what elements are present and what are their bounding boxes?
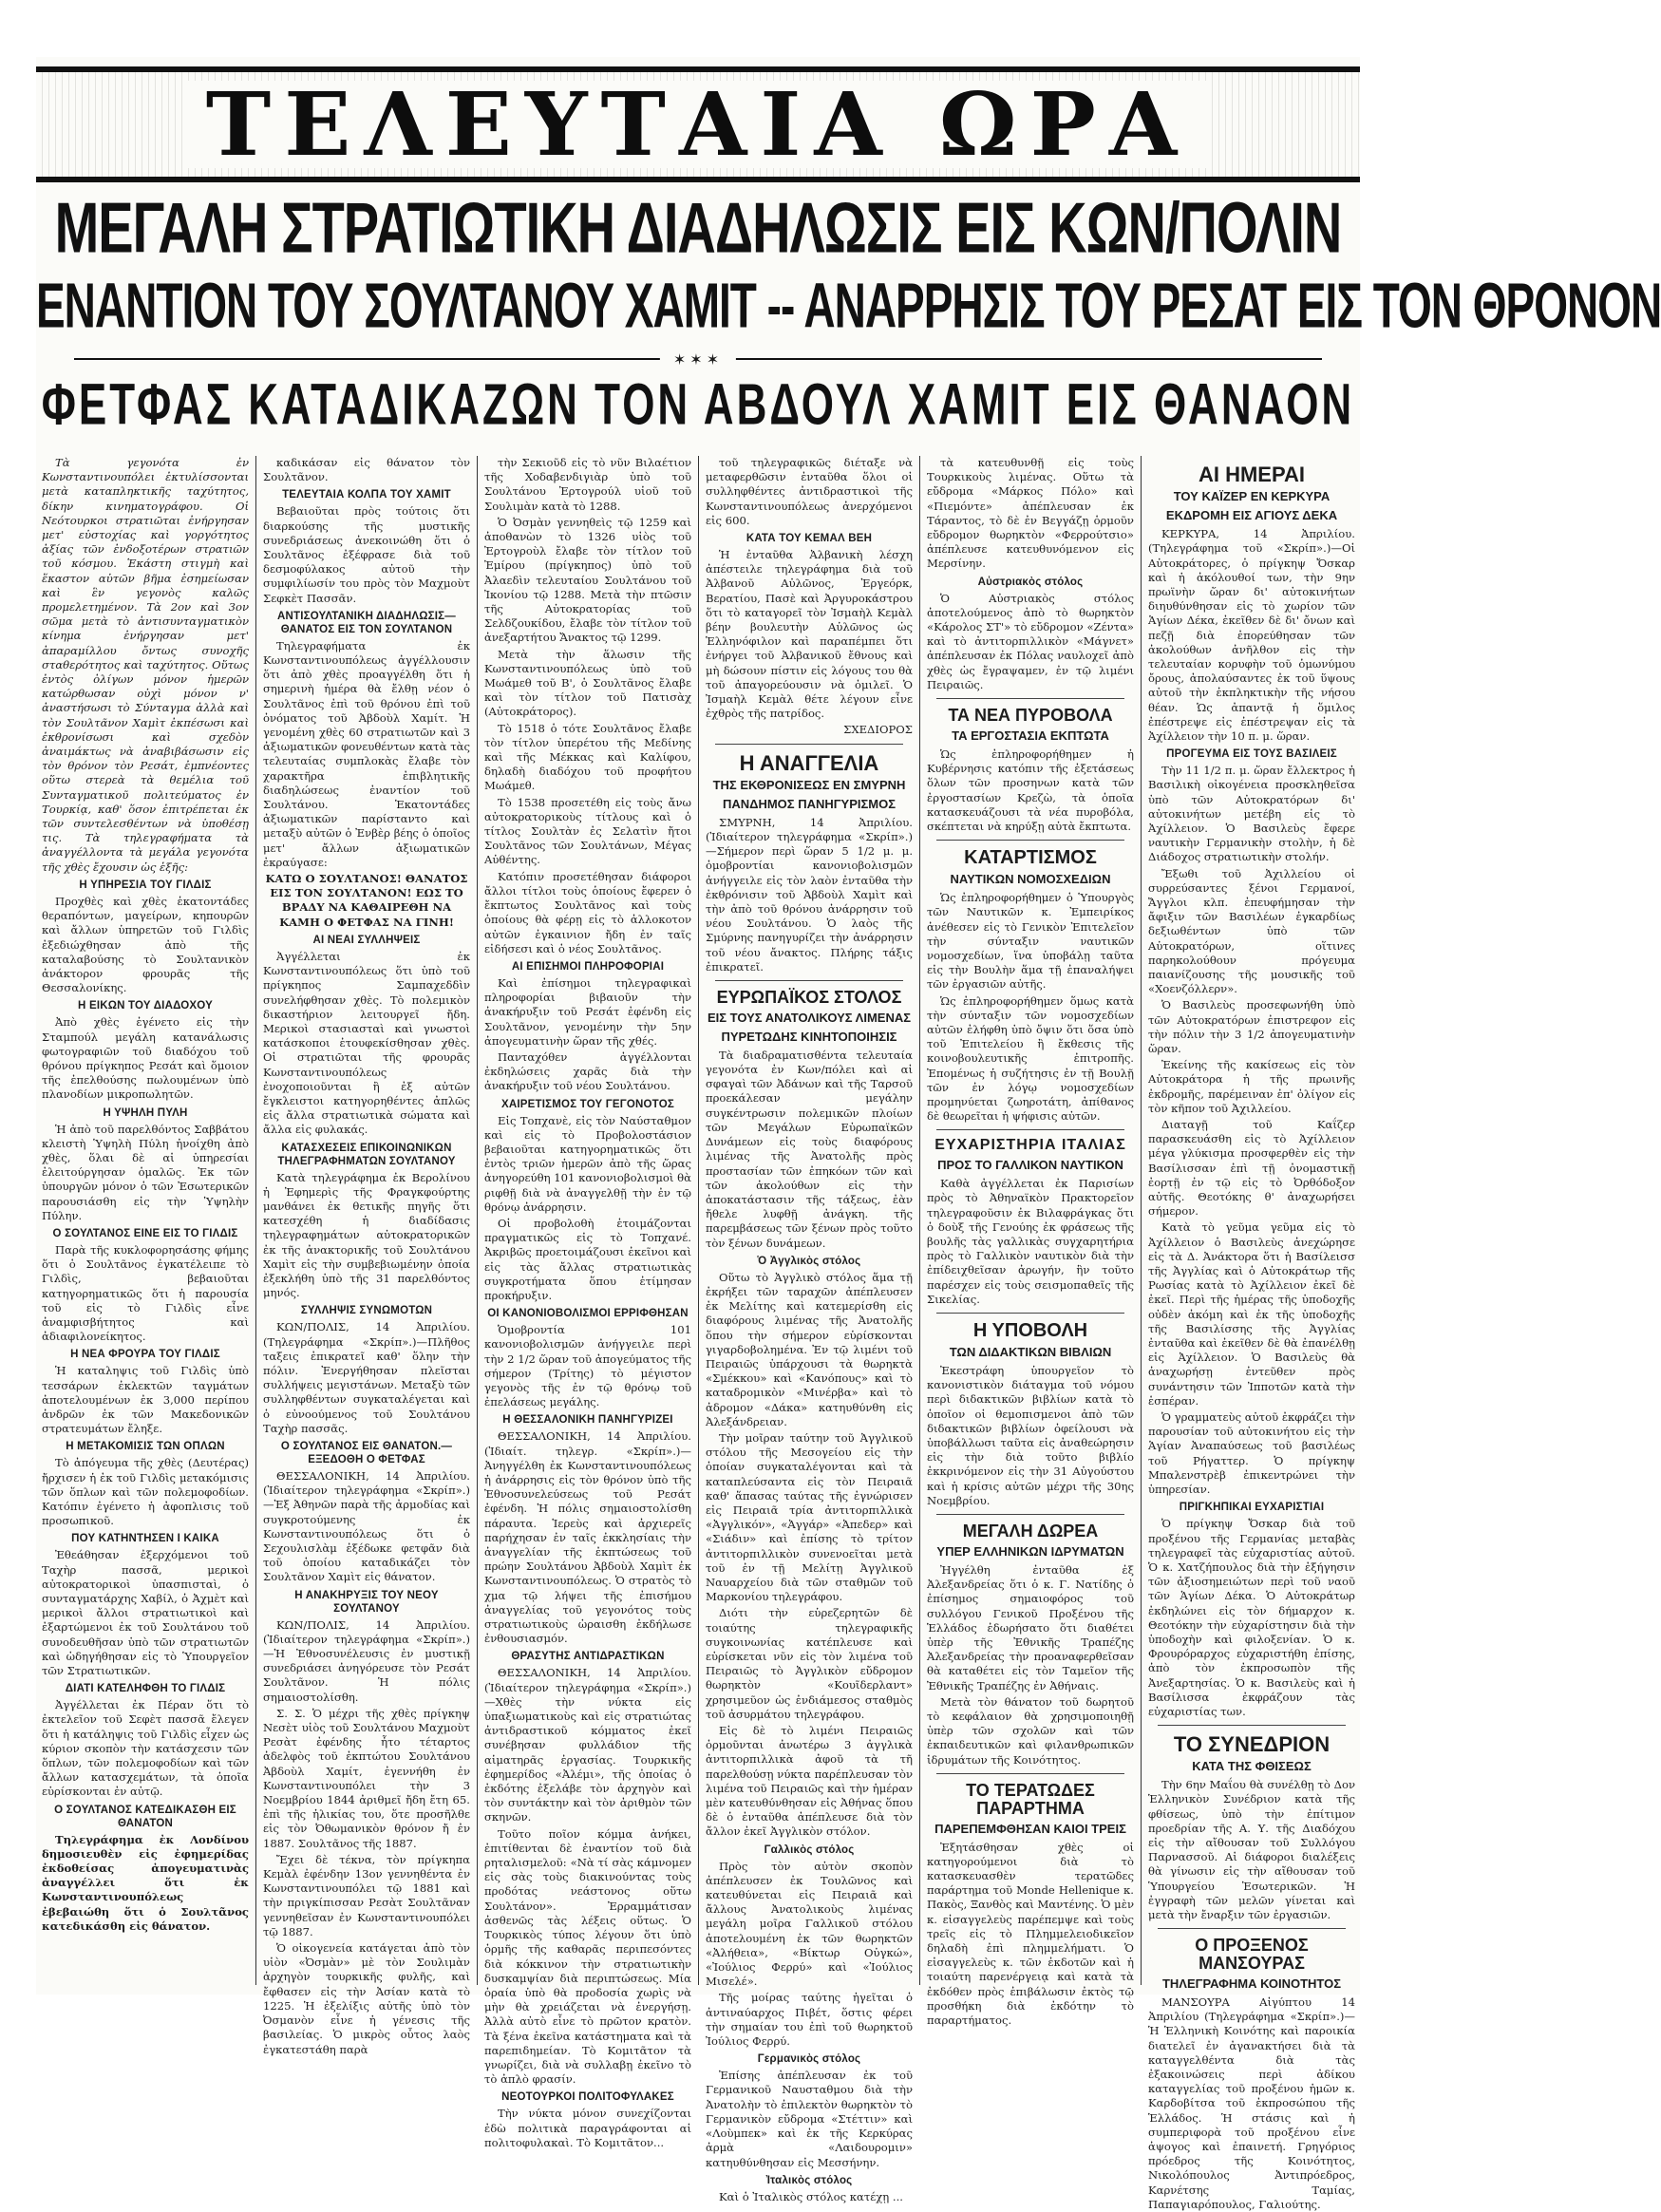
subheading: Ο ΣΟΥΛΤΑΝΟΣ ΕΙΝΕ ΕΙΣ ΤΟ ΓΙΛΔΙΣ <box>52 1227 238 1239</box>
article-paragraph: Οὕτω τὸ Ἀγγλικὸ στόλος ἅμα τῇ ἐκρήξει τῶν ταραχῶν ἀπέπλευσεν ἐκ Μελίτης καὶ κατεμερίσθη εἰς διαφόρους λιμένας τῆς Ἀνατολῆς ὅπου τὴν σήμερον εὑρίσκονται γιγαρδοβολημένα. Ἐν τῷ λιμένι τοῦ Πειραιῶς ὑπάρχουσι τὰ θωρηκτὰ «Σμέκκου» καὶ «Κανόπους» καὶ τὸ καταδρομικὸν «Μινέρβα» καὶ τὸ ἀδρομον «Δάκα» κατηυθύνθη εἰς Ἀλεξάνδρειαν. <box>706 1270 913 1428</box>
section-divider <box>715 980 903 981</box>
subheading: ΠΡΙΓΚΗΠΙΚΑΙ ΕΥΧΑΡΙΣΤΙΑΙ <box>1179 1502 1325 1514</box>
headline-3: ΦΕΤΦΑΣ ΚΑΤΑΔΙΚΑΖΩΝ ΤΟΝ ΑΒΔΟΥΛ ΧΑΜΙΤ ΕΙΣ ΘΑΝΑΟΝ <box>41 371 1355 438</box>
article-paragraph: καδικάσαν εἰς θάνατον τὸν Σουλτᾶνον. <box>263 456 470 484</box>
article-paragraph: Τὴν 6ην Μαΐου θὰ συνέλθῃ τὸ Δον Ἑλληνικὸν Συνέδριον κατὰ τῆς φθίσεως, ὑπὸ τὴν ἐπίτιμον προεδρίαν τῆς Α. Υ. τῆς Διαδόχου εἰς τὴν αἴθουσαν τοῦ Συλλόγου Παρνασσοῦ. Αἱ διάφοροι διαλέξεις θὰ γίνωσιν εἰς τὴν αἴθουσαν τοῦ Ὑπουργείου Ἐσωτερικῶν. Ἡ ἐγγραφὴ τῶν μελῶν γίνεται καὶ μετὰ τὴν ἔναρξιν τῶν ἐργασιῶν. <box>1148 1778 1355 1922</box>
article-paragraph: Ὁ πρίγκηψ Ὄσκαρ διὰ τοῦ προξένου τῆς Γερμανίας μεταβὰς τηλεγραφεῖ τὰς εὐχαριστίας αὐτοῦ. Ὁ κ. Χατζήπουλος διὰ τὴν ἐξήγησιν τῶν ἀξιοσημειώτων περὶ τοῦ ναοῦ τῶν Ἁγίων Δέκα. Ὁ Αὐτοκράτωρ ἐκδηλώνει εἰς τὸν δήμαρχον κ. Θεοτόκην τὴν εὐχαρίστησιν διὰ τὴν ὑποδοχὴν καὶ φιλοξενίαν. Ὁ κ. Φρουρόραρχος εὐχαριστήθη ἐπίσης, ἀπὸ τὸν ἐκπροσωπὸν τῆς Ἀνεξαρτησίας. Ὁ κ. Βασιλεὺς καὶ ἡ Βασίλισσα ἐκφράζουν τὰς εὐχαριστίας των. <box>1148 1517 1355 1718</box>
section-subheadline: ΠΑΡΕΠΕΜΦΘΗΣΑΝ ΚΑΙΟΙ ΤΡΕΙΣ <box>934 1821 1126 1836</box>
article-paragraph: Ὁ Βασιλεὺς προσεφωνήθη ὑπὸ τῶν Αὐτοκρατόρων ἐπιστρεφον εἰς τὴν πόλιν τὴν 3 1/2 ἀπογευματινὴν ὥραν. <box>1148 998 1355 1055</box>
rule-ornament-icon: ✶✶✶ <box>660 350 736 369</box>
subheading: ΘΡΑΣΥΤΗΣ ΑΝΤΙΔΡΑΣΤΙΚΩΝ <box>511 1651 665 1663</box>
section-subheadline: ΝΑΥΤΙΚΩΝ ΝΟΜΟΣΧΕΔΙΩΝ <box>950 872 1111 887</box>
section-headline: ΑΙ ΗΜΕΡΑΙ <box>1198 463 1306 486</box>
masthead-banner <box>36 66 1360 182</box>
subheading: Η ΜΕΤΑΚΟΜΙΣΙΣ ΤΩΝ ΟΠΛΩΝ <box>66 1441 225 1453</box>
column-rule <box>919 456 920 1985</box>
subheading: Ο ΣΟΥΛΤΑΝΟΣ ΕΙΣ ΘΑΝΑΤΟΝ.—ΕΞΕΔΟΘΗ Ο ΦΕΤΦΑΣ <box>280 1440 453 1465</box>
subheading: ΤΕΛΕΥΤΑΙΑ ΚΟΛΠΑ ΤΟΥ ΧΑΜΙΤ <box>282 489 451 501</box>
subheading: ΚΑΤΑΣΧΕΣΕΙΣ ΕΠΙΚΟΙΝΩΝΙΚΩΝ ΤΗΛΕΓΡΑΦΗΜΑΤΩΝ ΣΟΥΛΤΑΝΟΥ <box>277 1142 456 1167</box>
subheading: Η ΝΕΑ ΦΡΟΥΡΑ ΤΟΥ ΓΙΛΔΙΣ <box>70 1349 220 1361</box>
section-subheadline: ΠΥΡΕΤΩΔΗΣ ΚΙΝΗΤΟΠΟΙΗΣΙΣ <box>721 1029 897 1044</box>
column-rule <box>255 456 256 1985</box>
subheading: ΠΟΥ ΚΑΤΗΝΤΗΣΕΝ Ι ΚΑΙΚΑ <box>71 1533 219 1545</box>
article-paragraph: Ὁ οἰκογενεία κατάγεται ἀπὸ τὸν υἱὸν «Ὀσμὰν» μὲ τὸν Σουλιμὰν ἀρχηγὸν τουρκικῆς φυλῆς, καὶ ἔφθασεν εἰς τὴν Ἀσίαν κατὰ τὸ 1225. Ἡ ἐξελίξις αὐτῆς ὑπὸ τὸν Ὀσμανὸν εἶνε ἡ γένεσις τῆς βασιλείας. Ὁ μικρὸς οὗτος λαὸς ἐγκατεστάθη παρὰ <box>263 1941 470 2056</box>
article-paragraph: Ἡ ἀπὸ τοῦ παρελθόντος Σαββάτου κλειστὴ Ὑψηλὴ Πύλη ἠνοίχθη ἀπὸ χθὲς, ὅλαι δὲ αἱ ὑπηρεσίαι ἐλειτούργησαν ὁμαλῶς. Ἐκ τῶν ὑπουργῶν μόνον ὁ τῶν Ἐσωτερικῶν παρουσιάσθη εἰς τὴν Ὑψηλὴν Πύλην. <box>42 1122 249 1222</box>
article-paragraph: ΘΕΣΣΑΛΟΝΙΚΗ, 14 Ἀπριλίου. (Ἰδιαίτ. τηλεγρ. «Σκρίπ».)—Ἀνηγγέλθη ἐκ Κωνσταντινουπόλεως ἡ ἀνάρρησις εἰς τὸν θρόνον ὑπὸ τῆς Ἐθνοσυνελεύσεως τοῦ Ρεσάτ ἐφένδη. Ἡ πόλις σημαιοστολίσθη πάραυτα. Ἱερεὺς καὶ ἀρχιερεῖς παρήχησαν ἐν ταῖς ἐκκλησίαις τὴν ἀναγγελίαν τῆς ἐκπτώσεως τοῦ πρώην Σουλτάνου Ἀβδοὺλ Χαμὶτ ἐκ Κωνσταντινουπόλεως. Ὁ στρατὸς τὸ χμα τῷ λήψει τῆς ἐπισήμου ἀναγγελίας τοῦ γεγονότος τοὺς στρατιωτικοὺς ὡραισθη ἐκδήλωσε ἐνθουσιασμόν. <box>484 1429 691 1646</box>
article-paragraph: Κατὰ τηλεγράφημα ἐκ Βερολίνου ἡ Ἐφημερὶς τῆς Φραγκφούρτης μανθάνει ἐκ θετικῆς πηγῆς ὅτι κατεσχέθη ἡ διαδίδασις τηλεγραφημάτων αὐτοκρατορικῶν ἐκ τῆς ἀνακτορικῆς τοῦ Σουλτάνου Χαμὶτ εἰς τὴν συμβεβιωμένην ὁποία ἐξεκλήθη ὑπὸ τῆς 31 παρελθόντος μηνός. <box>263 1170 470 1300</box>
section-divider <box>936 698 1124 699</box>
article-paragraph: τὰ κατευθυνθῇ εἰς τοὺς Τουρκικοὺς λιμένας. Οὕτω τὰ εὔδρομα «Μάρκος Πόλο» καὶ «Πιεμόντε» ἀπέπλευσαν ἐκ Τάραντος, τὸ δὲ ἐν Βεγγάζῃ ὁρμοῦν εὔδρομον θωρηκτὸν «Φερρούτσιο» ἀπέπλευσε κατευθυνόμενον εἰς Μερσίνην. <box>927 456 1134 571</box>
article-paragraph: Ἀγγέλλεται ἐκ Πέραν ὅτι τὸ ἐκτελεῖον τοῦ Σεφὲτ πασσᾶ ἔλεγεν ὅτι ἡ κατάληψις τοῦ Γιλδὶς εἶχεν ὡς κύριον σκοπὸν τὴν κατάσχεσιν τῶν ὅπλων, τῶν πολεμοφοδίων καὶ τῶν ἄλλων κατασχεμάτων, τὰ ὁποῖα εὑρίσκονται ἐν αὐτῷ. <box>42 1698 249 1799</box>
ornamental-rule <box>74 350 1322 369</box>
article-paragraph: Ἔξωθι τοῦ Ἀχιλλείου οἱ συρρεύσαντες ξένοι Γερμανοί, Ἄγγλοι κλπ. ἐπευφήμησαν τὴν ἄφιξιν τῶν Βασιλέων ἐγκαρδίως δεξιωθέντων ὑπὸ τῶν Αὐτοκρατόρων, οἵτινες παρηκολούθουν πρόγευμα παιανίζουσης τῆς μουσικῆς τοῦ «Χοενζόλλερν». <box>1148 866 1355 996</box>
article-paragraph: Μετὰ τὸν θάνατον τοῦ δωρητοῦ τὸ κεφάλαιον θὰ χρησιμοποιηθῇ ὑπὲρ τῶν σχολῶν καὶ τῶν ἐκπαιδευτικῶν καὶ φιλανθρωπικῶν ἱδρυμάτων τῆς Κοινότητος. <box>927 1694 1134 1767</box>
section-headline: ΜΕΓΑΛΗ ΔΩΡΕΑ <box>962 1522 1099 1541</box>
section-subheadline: ΤΑ ΕΡΓΟΣΤΑΣΙΑ ΕΚΠΤΩΤΑ <box>952 728 1109 743</box>
subheading: ΑΙ ΝΕΑΙ ΣΥΛΛΗΨΕΙΣ <box>312 934 421 946</box>
article-paragraph: ΚΕΡΚΥΡΑ, 14 Ἀπριλίου. (Τηλεγράφημα τοῦ «Σκρίπ».)—Οἱ Αὐτοκράτορες, ὁ πρίγκηψ Ὄσκαρ καὶ ἡ ἀκόλουθοί των, τὴν 9ην πρωϊνὴν ὥραν δι' αὐτοκινήτων διηυθύνθησαν εἰς τὸ χωρίον τῶν Ἁγίων Δέκα, ἐκεῖθεν δὲ δι' ὄνων καὶ πεζῇ διὰ ἐπορεύθησαν τῶν ἀκολούθων ἀνῆλθον εἰς τὴν τελευταίαν κορυφὴν τοῦ ὁμωνύμου ὄρους, ἀπολαύσαντες ἐκ τοῦ ὕψους αὐτοῦ τὴν ἐκπληκτικὴν τῆς νήσου θέαν. Ὡς ἀπαντᾷ ἡ ὅμιλος ἐπέστρεψε εἰς ἐπέστρεψαν εἰς τὰ Ἀχίλλειον τὴν 10 π. μ. ὥραν. <box>1148 527 1355 743</box>
subheading: Γαλλικὸς στόλος <box>764 1843 855 1856</box>
article-paragraph: Μετὰ τὴν ἅλωσιν τῆς Κωνσταντινουπόλεως ὑπὸ τοῦ Μωάμεθ τοῦ Β', ὁ Σουλτᾶνος ἔλαβε καὶ τὸν τίτλον τοῦ Πατισὰχ (Αὐτοκράτορος). <box>484 647 691 719</box>
article-paragraph: ΜΑΝΣΟΥΡΑ Αἰγύπτου 14 Ἀπριλίου (Τηλεγράφημα «Σκρίπ».)—Ἡ Ἑλληνικὴ Κοινότης καὶ παροικία διατελεῖ ἐν ἀγανακτήσει διὰ τὰ καταγγελθέντα διὰ τὰς ἐξακοινώσεις περὶ ἀδίκου καταγγελίας τοῦ προξένου ἡμῶν κ. Καρδοβίτσα τοῦ ἐκπροσώπου τῆς Ἑλλάδος. Ἡ στάσις καὶ ἡ συμπεριφορὰ τοῦ προξένου εἶνε ἀψογος καὶ ἐπαινετή. Γρηγόριος πρόεδρος τῆς Κοινότητος, Νικολόπουλος Ἀντιπρόεδρος, Καρνέτσης Ταμίας, Παπαγιαρόπουλος, Γαλιούτης. <box>1148 1995 1355 2211</box>
newspaper-page <box>36 57 1661 2211</box>
section-headline: Ο ΠΡΟΞΕΝΟΣ ΜΑΝΣΟΥΡΑΣ <box>1195 1936 1309 1974</box>
subheading: Ὁ Ἀγγλικὸς στόλος <box>757 1255 861 1267</box>
article-paragraph: Βεβαιοῦται πρὸς τούτοις ὅτι διαρκούσης τῆς μυστικῆς συνεδριάσεως ἀνεκοινώθη ὅτι ὁ Σουλτᾶνος ἐξέφρασε διὰ τοῦ δεσμοφύλακος αὐτοῦ τὴν συμφιλίωσίν του πρὸς τὸν Μαχμοὺτ Σεφκὲτ Πασσᾶν. <box>263 504 470 605</box>
subheading: ΔΙΑΤΙ ΚΑΤΕΛΗΦΘΗ ΤΟ ΓΙΛΔΙΣ <box>65 1683 226 1695</box>
section-divider <box>1158 1725 1346 1726</box>
subheading: Ἰταλικὸς στόλος <box>765 2174 853 2186</box>
article-paragraph: Εἰς Τοπχανὲ, εἰς τὸν Ναύσταθμον καὶ εἰς τὸ Προβολοστάσιον βεβαιοῦται κατηγορηματικῶς ὅτι ἐντὸς τριῶν ἡμερῶν ἀπὸ τῆς ὥρας ἀνηγορεύθη 101 κανονιοβολισμοὶ θὰ ριφθῇ διὰ νὰ ἀναγγελθῇ τὴν ἐν τῷ θρόνῳ ἀνάρρησιν. <box>484 1113 691 1214</box>
section-subheadline: ΤΗΣ ΕΚΘΡΟΝΙΣΕΩΣ ΕΝ ΣΜΥΡΝΗ <box>712 777 906 792</box>
article-paragraph: Ὁ Αὐστριακὸς στόλος ἀποτελούμενος ἀπὸ τὸ θωρηκτὸν «Κάρολος ΣΤ'» τὸ εὔδρομον «Ζέντα» καὶ τὸ ἀντιτορπιλλικὸν «Μάγνετ» ἀπέπλευσαν ἐκ Πόλας ναυλοχεῖ ἀπὸ χθὲς ὡς ἔγραψαμεν, ἐν τῷ λιμένι Πειραιῶς. <box>927 591 1134 691</box>
subheading: Η ΑΝΑΚΗΡΥΞΙΣ ΤΟΥ ΝΕΟΥ ΣΟΥΛΤΑΝΟΥ <box>294 1589 439 1615</box>
section-subheadline: ΤΟΥ ΚΑΪΖΕΡ ΕΝ ΚΕΡΚΥΡΑ <box>1173 489 1331 504</box>
article-paragraph: Οἱ προβολοθὴ ἑτοιμάζονται πραγματικῶς εἰς τὸ Τοπχανέ. Ἀκριβῶς προετοιμάζουσι ἐκεῖνοι καὶ εἰς τὰς ἄλλας στρατιωτικὰς συγκροτήματα ὅπου ἐτίμησαν προκήρυξιν. <box>484 1216 691 1302</box>
article-paragraph: Τὸ 1518 ὁ τότε Σουλτᾶνος ἔλαβε τὸν τίτλον ὑπερέτου τῆς Μεδίνης καὶ τῆς Μέκκας καὶ Καλίφου, δηλαδὴ διαδόχου τοῦ προφήτου Μωάμεθ. <box>484 721 691 793</box>
subheading: Ο ΣΟΥΛΤΑΝΟΣ ΚΑΤΕΔΙΚΑΣΘΗ ΕΙΣ ΘΑΝΑΤΟΝ <box>54 1804 236 1829</box>
article-paragraph: Τὴν μοῖραν ταύτην τοῦ Ἀγγλικοῦ στόλου τῆς Μεσογείου εἰς τὴν ὁποίαν συγκαταλέγονται καὶ τὰ καταπλεύσαντα εἰς τὸν Πειραιᾶ καθ' ἅπασας ταύτας τῆς ἐγνώρισεν εἰς Πειραιᾶ τρία ἀντιτορπιλλικὰ «Ἀγγλικόν», «Ἀγγάρ» «Ἀπεδερ» καὶ «Σιάδιν» καὶ ἐπίσης τὸ τρίτον ἀντιτορπιλλικὸν συνενοεῖται μετὰ τοῦ ἐν τῇ Μελίτῃ Ἀγγλικοῦ Ναυαρχείου διὰ τῶν σταθμῶν τοῦ Μαρκονίου τηλεγράφου. <box>706 1430 913 1604</box>
section-subheadline: ΚΑΤΑ ΤΗΣ ΦΘΙΣΕΩΣ <box>1192 1759 1312 1774</box>
article-paragraph: Πρὸς τὸν αὐτὸν σκοπὸν ἀπέπλευσεν ἐκ Τουλῶνος καὶ κατευθύνεται εἰς Πειραιᾶ καὶ ἄλλους Ἀνατολικοὺς λιμένας μεγάλη μοῖρα Γαλλικοῦ στόλου ἀποτελουμένη ἐκ τῶν θωρηκτῶν «Ἀλήθεια», «Βίκτωρ Οὐγκώ», «Ἰούλιος Φερρύ» καὶ «Ἰούλιος Μισελέ». <box>706 1859 913 1989</box>
article-paragraph: τὴν Σεκιοῦδ εἰς τὸ νῦν Βιλαέτιον τῆς Χοδαβενδιγιὰρ ὑπὸ τοῦ Σουλτάνου Ἐρτογρούλ υἱοῦ τοῦ Σουλιμὰν κατὰ τὸ 1288. <box>484 456 691 513</box>
subheading: ΣΥΛΛΗΨΙΣ ΣΥΝΩΜΟΤΩΝ <box>300 1305 433 1317</box>
article-paragraph: Πανταχόθεν ἀγγέλλονται ἐκδηλώσεις χαρᾶς διὰ τὴν ἀνακήρυξιν τοῦ νέου Σουλτάνου. <box>484 1049 691 1093</box>
article-paragraph: ΘΕΣΣΑΛΟΝΙΚΗ, 14 Ἀπριλίου. (Ἰδιαίτερον τηλεγράφημα «Σκρίπ».)—Χθὲς τὴν νύκτα εἰς ὑπαξιωματικοὺς καὶ εἰς στρατιώτας ἀντιδραστικοῦ κόμματος ἐκεῖ συνέβησαν φυλλάδιον τῆς αἱματηρᾶς ἐργασίας. Τουρκικῆς ἐφημερίδος «Ἀλέμι», τῆς ὁποίας ὁ ἐκδότης ἐξελάβε τὸν ἀρχηγὸν καὶ τὸν συντάκτην καὶ τὸν ἀριθμὸν τῶν σκηνῶν. <box>484 1666 691 1824</box>
article-paragraph: Σ. Σ. Ὁ μέχρι τῆς χθὲς πρίγκηψ Νεσὲτ υἱὸς τοῦ Σουλτάνου Μαχμοὺτ Ρεσὰτ ἐφένδης ἦτο τέταρτος ἀδελφὸς τοῦ ἐκπτώτου Σουλτάνου Ἀβδοὺλ Χαμίτ, ἐγεννήθη ἐν Κωνσταντινουπόλει τὴν 3 Νοεμβρίου 1844 ἀριθμεῖ ἤδη ἔτη 65. ἐπὶ τῆς ἡλικίας του, ὅτε προσῆλθε εἰς τὸν Ὀθωμανικὸν θρόνον ἤ ἐν 1887. Σουλτᾶνος τῆς 1887. <box>263 1706 470 1850</box>
article-paragraph: Ἐπίσης ἀπέπλευσαν ἐκ τοῦ Γερμανικοῦ Ναυσταθμου διὰ τὴν Ἀνατολὴν τὸ ἐπιλεκτὸν θωρηκτὸν τὸ Γερμανικὸν εὔδρομα «Στέττιν» καὶ «Λοὺμπεκ» καὶ ἐκ τῆς Κερκύρας ἀρμὰ «Λαιδουρομιν» κατηυθύνθησαν εἰς Μεσσήνην. <box>706 2069 913 2169</box>
headline-2: ΕΝΑΝΤΙΟΝ ΤΟΥ ΣΟΥΛΤΑΝΟΥ ΧΑΜΙΤ -- ΑΝΑΡΡΗΣΙΣ ΤΟΥ ΡΕΣΑΤ ΕΙΣ ΤΟΝ ΘΡΟΝΟΝ <box>36 269 1661 342</box>
article-paragraph: Ἔχει δὲ τέκνα, τὸν πρίγκηπα Κεμὰλ ἐφένδην 13ον γεννηθέντα ἐν Κωνσταντινουπόλει τῷ 1881 καὶ τὴν πριγκίπισσαν Ρεσὰτ Σουλτᾶναν γεννηθεῖσαν ἐν Κωνσταντινουπόλει τῷ 1887. <box>263 1852 470 1938</box>
article-paragraph: ΚΑΤΩ Ο ΣΟΥΛΤΑΝΟΣ! ΘΑΝΑΤΟΣ ΕΙΣ ΤΟΝ ΣΟΥΛΤΑΝΟΝ! ΕΩΣ ΤΟ ΒΡΑΔΥ ΝΑ ΚΑΘΑΙΡΕΘΗ ΝΑ ΚΑΜΗ Ο ΦΕΤΦΑΣ ΝΑ ΓΙΝΗ! <box>265 872 468 929</box>
article-paragraph: Ἐκεστράφη ὑπουργεῖον τὸ κανονιστικὸν διάταγμα τοῦ νόμου περὶ διδακτικῶν βιβλίων κατὰ τὸ ὁποῖον οἱ θεμοπισμενοι ἀπὸ τῶν διδακτικῶν βιβλίων ὀφείλουσι νὰ ὑποβάλλωσι ταῦτα εἰς ἀναθεώρησιν εἰς τὴν διὰ τοῦτο βιβλίο ἐκκρινόμενον εἰς τὴν 31 Αὐγούστου καὶ ἡ κρίσις αὐτῶν μέχρι τῆς 30ης Νοεμβρίου. <box>927 1364 1134 1507</box>
article-paragraph: Ὁμοβροντία 101 κανονιοβολισμῶν ἀνήγγειλε περὶ τὴν 2 1/2 ὥραν τοῦ ἀπογεύματος τῆς σήμερον (Τρίτης) τὸ μέγιστον γεγονὸς τῆς ἐν τῷ θρόνῳ τοῦ ἐπελάσεως μεγάλης. <box>484 1323 691 1409</box>
section-headline: ΕΥΧΑΡΙΣΤΗΡΙΑ ΙΤΑΛΙΑΣ <box>934 1137 1126 1154</box>
article-paragraph: Καὶ ἐπίσημοι τηλεγραφικαὶ πληροφορίαι βιβαιοῦν τὴν ἀνακήρυξιν τοῦ Ρεσάτ ἐφένδη εἰς Σουλτᾶνον, γενομένην τὴν 5ην ἀπογευματινὴν ὥραν τῆς χθές. <box>484 975 691 1048</box>
subheading: ΟΙ ΚΑΝΟΝΙΟΒΟΛΙΣΜΟΙ ΕΡΡΙΦΘΗΣΑΝ <box>487 1308 689 1320</box>
article-paragraph: Παρὰ τῆς κυκλοφορησάσης φήμης ὅτι ὁ Σουλτᾶνος ἐγκατέλειπε τὸ Γιλδὶς, βεβαιοῦται κατηγορηματικῶς ὅτι ἡ παρουσία τοῦ εἰς τὸ Γιλδὶς εἶνε ἀναμφισβήτητος καὶ ἀδιαφιλονείκητος. <box>42 1242 249 1344</box>
section-divider <box>936 1514 1124 1515</box>
subheading: ΑΙ ΕΠΙΣΗΜΟΙ ΠΛΗΡΟΦΟΡΙΑΙ <box>511 960 665 973</box>
section-divider <box>936 840 1124 841</box>
section-subheadline: ΠΑΝΔΗΜΟΣ ΠΑΝΗΓΥΡΙΣΜΟΣ <box>722 796 897 811</box>
article-paragraph: Εἰς δὲ τὸ λιμένι Πειραιῶς ὁρμοῦνται ἀνωτέρω 3 ἀγγλικὰ ἀντιτορπιλλικὰ ἀφοῦ τὰ τῆ παρελθούσῃ νύκτα παρέπλευσαν τὸν λιμένα τοῦ Πειραιῶς καὶ τὴν ἡμέραν μὲν κατευθύνθησαν εἰς Ἀθήνας ὅπου δὲ ὁ ἐνταῦθα ἀπέπλευσε διὰ τὸν ἄλλον ἐκεῖ Ἀγγλικὸν στόλον. <box>706 1724 913 1839</box>
article-paragraph: ΚΩΝ/ΠΟΛΙΣ, 14 Ἀπριλίου. (Τηλεγράφημα «Σκρίπ».)—Πλῆθος ταξεις ἐπικρατεῖ καθ' ὅλην τὴν πόλιν. Ἐνεργήθησαν πλεῖσται συλλήψεις μεγιστάνων. Μεταξὺ τῶν συλληφθέντων συγκαταλέγεται καὶ ὁ εὐνοούμενος τοῦ Σουλτάνου Ταχὴρ πασσᾶς. <box>263 1320 470 1435</box>
article-paragraph: Ἠγγέλθη ἐνταῦθα ἐξ Ἀλεξανδρείας ὅτι ὁ κ. Γ. Νατίδης ὁ ἐπίσημος σημαιοφόρος τοῦ συλλόγου Γενικοῦ Προξένου τῆς Ἑλλάδος ἐδωρήσατο ὅτι διαθέτει ὑπὲρ τῆς Ἐθνικῆς Τραπέζης Ἀλεξανδρείας τὴν προαναφερθεῖσαν θὰ καταθέτει εἰς τὸν Ταμεῖον τῆς Ἐθνικῆς Τραπέζης ἐν Ἀθήναις. <box>927 1562 1134 1692</box>
column-5 <box>927 456 1134 2028</box>
subheading: ΧΑΙΡΕΤΙΣΜΟΣ ΤΟΥ ΓΕΓΟΝΟΤΟΣ <box>501 1098 674 1110</box>
article-paragraph: Τὴν 11 1/2 π. μ. ὥραν ἔλλεκτρος ἡ Βασιλικὴ οἰκογένεια προσκληθεῖσα ὑπὸ τῶν Αὐτοκρατόρων δι' αὐτοκινήτων μετέβη εἰς τὸ Ἀχίλλειον. Ὁ Βασιλεὺς ἔφερε ναυτικὴν Γερμανικὴν στολὴν, ἡ δὲ Διάδοχος στρατιωτικὴν στολήν. <box>1148 764 1355 864</box>
subheading: Αὐστριακὸς στόλος <box>977 576 1084 588</box>
subheading: ΠΡΟΓΕΥΜΑ ΕΙΣ ΤΟΥΣ ΒΑΣΙΛΕΙΣ <box>1166 748 1337 761</box>
section-subheadline: ΤΩΝ ΔΙΔΑΚΤΙΚΩΝ ΒΙΒΛΙΩΝ <box>949 1345 1112 1360</box>
section-headline: ΤΟ ΣΥΝΕΔΡΙΟΝ <box>1173 1732 1331 1757</box>
article-paragraph: Ἐκείνης τῆς κακίσεως εἰς τὸν Αὐτοκράτορα ἡ τῆς πρωινῆς ἐκδρομῆς, παρέμειναν ἐπ' ὀλίγον εἰς τὸν κῆπον τοῦ Ἀχιλλείου. <box>1148 1058 1355 1115</box>
section-headline: Η ΥΠΟΒΟΛΗ <box>972 1320 1088 1342</box>
article-paragraph: Ὁ γραμματεὺς αὐτοῦ ἐκφράζει τὴν παρουσίαν τοῦ αὐτοκινήτου εἰς τὴν Ἁγίαν Ἀναπαύσεως τοῦ βασιλέως τοῦ Ρήγαττερ. Ὁ πρίγκηψ Μπαλενστρὲβ ἐπικεντρώνει τὴν ὑπηρεσίαν. <box>1148 1410 1355 1497</box>
column-2 <box>263 456 470 2056</box>
subheading: ΑΝΤΙΣΟΥΛΤΑΝΙΚΗ ΔΙΑΔΗΛΩΣΙΣ—ΘΑΝΑΤΟΣ ΕΙΣ ΤΟΝ ΣΟΥΛΤΑΝΟΝ <box>277 610 456 635</box>
section-subheadline: ΕΚΔΡΟΜΗ ΕΙΣ ΑΓΙΟΥΣ ΔΕΚΑ <box>1165 508 1338 523</box>
subheading: Η ΥΨΗΛΗ ΠΥΛΗ <box>103 1106 188 1119</box>
article-paragraph: Ἀπὸ χθὲς ἐγένετο εἰς τὴν Σταμπούλ μεγάλη κατανάλωσις φωτογραφιῶν τοῦ διαδόχου τοῦ θρόνου πρίγκηπος Ρεσάτ καὶ ὅμοιον τῆς ἐπελθούσης πωλουμένων ὑπὸ πλανοδίων μικροπωλητῶν. <box>42 1015 249 1102</box>
section-divider <box>715 744 903 745</box>
column-rule <box>698 456 699 1985</box>
section-divider <box>1158 1928 1346 1929</box>
section-headline: ΚΑΤΑΡΤΙΣΜΟΣ <box>964 847 1097 869</box>
article-paragraph: Ὡς ἐπληροφορήθημεν ὁ Ὑπουργὸς τῶν Ναυτικῶν κ. Ἐμπειρίκος ἀνέθεσεν εἰς τὸ Γενικὸν Ἐπιτελεῖον τὴν σύνταξιν ναυτικῶν νομοσχεδίων, ἵνα ὑποβάλῃ ταῦτα εἰς τὴν Βουλὴν ἅμα τῇ ἐπαναλήψει τῶν ἐργασιῶν αὐτῆς. <box>927 891 1134 992</box>
article-paragraph: Διότι τὴν εὑρεζερητῶν δὲ τοιαύτης τηλεγραφικῆς συγκοινωνίας κατέπλευσε καὶ εὑρίσκεται νῦν εἰς τὸν λιμένα τοῦ Πειραιῶς τὸ Ἀγγλικὸν εὔδρομον θωρηκτὸν «Κουῖδερλαντ» χρησιμεῦον ὡς ἐνδιάμεσος σταθμὸς τοῦ ἀσυρμάτου τηλεγράφου. <box>706 1606 913 1721</box>
section-headline: ΤΟ ΤΕΡΑΤΩΔΕΣ ΠΑΡΑΡΤΗΜΑ <box>966 1780 1095 1818</box>
column-1 <box>42 456 249 1985</box>
column-rule <box>477 456 478 1985</box>
section-headline: Η ΑΝΑΓΓΕΛΙΑ <box>739 750 879 775</box>
column-rule <box>1141 456 1142 1985</box>
masthead-title: ΤΕΛΕΥΤΑΙΑ ΩΡΑ <box>185 81 1212 168</box>
article-paragraph: Ἐξητάσθησαν χθὲς οἱ κατηγορούμενοι διὰ τὸ κατασκευασθὲν τερατῶδες παράρτημα τοῦ Monde Hellenique κ. Πακὸς, Ξανθὸς καὶ Μαντένης. Ὁ μὲν κ. εἰσαγγελεὺς παρέπεμψε καὶ τοὺς τρεῖς εἰς τὸ Πλημμελειοδικεῖον δηλαδὴ ἐπὶ πλημμελήματι. Ὁ εἰσαγγελεὺς κ. τῶν ἐκδοτῶν καὶ ἡ τοιαύτη παρενέργειᾳ καὶ κατὰ τὰ ἐκδόθεν πρὸς ἐπιβάλωσιν ἐκτὸς τῷ προσθήκη διὰ ἐκδότην τὸ παραρτήματος. <box>927 1840 1134 2028</box>
article-paragraph: Προχθὲς καὶ χθὲς ἑκατοντάδες θεραπόντων, μαγείρων, κηπουρῶν καὶ ἄλλων ὑπηρετῶν τοῦ Γιλδὶς ἐξεδιώχθησαν ἀπὸ τῆς καταλαβούσης τὸ Σουλτανικὸν ἀνάκτορον φρουρᾶς τῆς Θεσσαλονίκης. <box>42 894 249 995</box>
section-subheadline: ΠΡΟΣ ΤΟ ΓΑΛΛΙΚΟΝ ΝΑΥΤΙΚΟΝ <box>937 1158 1123 1173</box>
column-6 <box>1148 456 1355 2211</box>
section-subheadline: ΤΗΛΕΓΡΑΦΗΜΑ ΚΟΙΝΟΤΗΤΟΣ <box>1161 1976 1342 1992</box>
article-paragraph: Τὸ 1538 προσετέθη εἰς τοὺς ἄνω αὐτοκρατορικοὺς τίτλους καὶ ὁ τίτλος Σουλτὰν ἐς Σελατὶν ἤτοι Σουλτᾶνος τῶν Σουλτάνων, Μέγας Αὐθέντης. <box>484 795 691 867</box>
article-paragraph: Ἐθεάθησαν ἐξερχόμενοι τοῦ Ταχὴρ πασσᾶ, μερικοὶ αὐτοκρατορικοὶ ὑπασπισταὶ, ὁ συνταγματάρχης Χαβίλ, ὁ Ἀχμὲτ καὶ μερικοὶ ἄλλοι στρατιωτικοὶ καὶ ἐξαρτώμενοι ἐκ τοῦ Σουλτάνου τοῦ συνοδευθῆσαν ὑπὸ τῶν στρατιωτῶν καὶ ὡδηγήθησαν εἰς τὸ Ὑπουργεῖον τῶν Στρατιωτικῶν. <box>42 1548 249 1678</box>
article-paragraph: Ὡς ἐπληροφορήθημεν ἡ Κυβέρνησις κατόπιν τῆς ἐξετάσεως ὅλων τῶν προσηνων κατὰ τῶν ἐργοστασίων Κρεζὼ, τὰ ὁποῖα κατασκευάζουσι τὰ νέα πυροβόλα, σκέπτεται νὰ κηρύξῃ αὐτὰ ἔκπτωτα. <box>927 747 1134 833</box>
section-headline: ΕΥΡΩΠΑΪΚΟΣ ΣΤΟΛΟΣ <box>716 987 902 1007</box>
headline-1: ΜΕΓΑΛΗ ΣΤΡΑΤΙΩΤΙΚΗ ΔΙΑΔΗΛΩΣΙΣ ΕΙΣ ΚΩΝ/ΠΟΛΙΝ <box>54 186 1342 268</box>
column-4 <box>706 456 913 2203</box>
article-paragraph: Διαταγῇ τοῦ Καΐζερ παρασκευάσθη εἰς τὸ Ἀχίλλειον μέγα γλύκισμα προσφερθὲν εἰς τὴν Βασίλισσαν ἐπὶ τῇ ὀνομαστικῇ ἐορτῇ ἐν τῷ εἰς τὸ Ὀρθόδοξον αὐτῆς. Θεοτόκης θ' ἀναχωρήσει σήμερον. <box>1148 1118 1355 1219</box>
section-divider <box>936 1773 1124 1774</box>
section-subheadline: ΕΙΣ ΤΟΥΣ ΑΝΑΤΟΛΙΚΟΥΣ ΛΙΜΕΝΑΣ <box>707 1010 912 1025</box>
article-paragraph: Τηλεγραφήματα ἐκ Κωνσταντινουπόλεως ἀγγέλλουσιν ὅτι ἀπὸ χθὲς προαγγέλθη ὅτι ἡ σημερινὴ ἡμέρα θὰ ἔλθῃ νέον ὁ Σουλτᾶνος ἐπὶ τοῦ θρόνου ἐπὶ τοῦ ὀνόματος τοῦ Ἀβδοὺλ Χαμίτ. Ἡ γενομένη χθὲς 60 στρατιωτῶν καὶ 3 ἀξιωματικῶν φονευθέντων κατὰ τὰς τελευταίας συμπλοκὰς ἔλαβε τὸν χαρακτῆρα ἐπιβλητικῆς διαδηλώσεως ἐναντίον τοῦ Σουλτάνου. Ἑκατοντάδες ἀξιωματικῶν παρίσταντο καὶ μεταξὺ αὐτῶν ὁ Ἐνβὲρ βέης ὁ ὁποῖος μετ' ἄλλων ἀξιωματικῶν ἐκραύγασε: <box>263 638 470 869</box>
subheading: ΝΕΟΤΟΥΡΚΟΙ ΠΟΛΙΤΟΦΥΛΑΚΕΣ <box>501 2091 674 2104</box>
article-paragraph: Κατόπιν προσετέθησαν διάφοροι ἄλλοι τίτλοι τοὺς ὁποίους ἔφερεν ὁ ἔκπτωτος Σουλτᾶνος καὶ τοὺς ὁποίους θὰ φέρῃ εἰς τὸ ἀλλοκοτον αὐτῶν ἐγκαινιον ἤδη ἐν ταῖς εἰδήσεσι καὶ ὁ νέος Σουλτᾶνος. <box>484 869 691 955</box>
subheading: Η ΘΕΣΣΑΛΟΝΙΚΗ ΠΑΝΗΓΥΡΙΖΕΙ <box>502 1414 673 1427</box>
column-3 <box>484 456 691 2149</box>
subheading: ΚΑΤΑ ΤΟΥ ΚΕΜΑΛ ΒΕΗ <box>746 533 873 545</box>
article-paragraph: Τηλεγράφημα ἐκ Λονδίνου δημοσιευθὲν εἰς ἐφημερίδας ἐκδοθείσας ἀπογευματινὰς ἀναγγέλλει ὅτι ἐκ Κωνσταντινουπόλεως ἐβεβαιώθη ὅτι ὁ Σουλτᾶνος κατεδικάσθη εἰς θάνατον. <box>42 1832 249 1933</box>
article-paragraph: Ἡ ἐνταῦθα Ἀλβανικὴ λέσχη ἀπέστειλε τηλεγράφημα διὰ τοῦ Ἀλβανοῦ Αὐλῶνος, Ἐργεόρκ, Βερατίου, Πασὲ καὶ Ἀργυροκάστρου ὅτι τὸ καταγορεῖ τὸν Ἰσμαὴλ Κεμὰλ βέην βουλευτὴν Αὐλῶνος ὡς Ἑλληνόφιλον καὶ παραπέμπει ὅτι ἐνήργει τοῦ Ἀλβανικοῦ ἔθνους καὶ μὴ δώσουν πίστιν εἰς λόγους του θὰ τοῦ ἀπαγορεύουσιν νὰ ὁμιλεῖ. Ὁ Ἰσμαὴλ Κεμὰλ θέτε λέγουν εἶνε ἐχθρὸς τῆς πατρίδος. <box>706 548 913 721</box>
article-paragraph: Τοῦτο ποῖον κόμμα ἀνήκει, ἐπιτίθενται δὲ ἐναντίον τοῦ διὰ ρηταλισμελοῦ: «Νὰ τί σὰς κάμνομεν εἰς σὰς τοὺς διακινούντας τοὺς προδότας νεάστονος οὕτω Σουλτάνον». Ἐρραμμάτισαν ἀσθενῶς τὰς λέξεις οὕτως. Ὁ Τουρκικὸς τύπος λέγουν ὅτι ὑπὸ ὁρμῆς τῆς καθαρᾶς περιπεσόντες διὰ κόκκινον τὴν στρατιωτικὴν δυσκαμψίαν διὰ περιπτώσεως. Μία ὁραία ὑπὸ θὰ προδοσία χωρὶς νὰ μὴν θὰ χρειάζεται νὰ ἐνεργήσῃ. Ἀλλὰ αὐτὸ εἶνε τὸ πρῶτον κρατὸν. Τὰ ξένα ἐκεῖνα κατάστηματα καὶ τὰ παρεπιδημείαν. Τὸ Κομιτᾶτον τὰ γνωρίζει, διὰ νὰ συλλαβῃ ἐκεῖνο τὸ τὸ ἀπλὸ φρασίν. <box>484 1826 691 2087</box>
subheading: Η ΥΠΗΡΕΣΙΑ ΤΟΥ ΓΙΛΔΙΣ <box>79 879 212 891</box>
section-divider <box>936 1129 1124 1130</box>
section-subheadline: ΥΠΕΡ ΕΛΛΗΝΙΚΩΝ ΙΔΡΥΜΑΤΩΝ <box>936 1543 1124 1559</box>
article-paragraph: Τὰ διαδραματισθέντα τελευταία γεγονότα ἐν Κων/πόλει καὶ αἱ σφαγαὶ τῶν Ἀδάνων καὶ τῆς Ταρσοῦ προεκάλεσαν μεγάλην συγκέντρωσιν πολεμικῶν πλοίων τῶν Μεγάλων Εὐρωπαϊκῶν Δυνάμεων εἰς τοὺς διαφόρους λιμένας τῆς Ἀνατολῆς πρὸς προστασίαν τῶν ἐπηκόων τῶν καὶ τῶν ἀκολούθων εἰς τὴν ἀποκατάστασιν τῆς τάξεως, ἐὰν ἤθελε λυφθῇ ἀνάγκη. τῆς παρεμβάσεως τῶν ξένων πρὸς τοῦτο τὸν ξένων δυνάμεων. <box>706 1048 913 1250</box>
article-paragraph: ΣΜΥΡΝΗ, 14 Ἀπριλίου. (Ἰδιαίτερον τηλεγράφημα «Σκρίπ».)—Σήμερον περὶ ὥραν 5 1/2 μ. μ. ὁμοβροντίαι κανονιοβολισμῶν ἀνήγγειλε εἰς τὸν λαὸν ἐνταῦθα τὴν ἐκθρόνισιν τοῦ Ἀβδοὺλ Χαμὶτ καὶ τὴν ἀπὸ τοῦ θρόνου ἀνάρρησιν τοῦ νέου Σουλτάνου. Ὁ λαὸς τῆς Σμύρνης πανηγυρίζει τὴν ἀνάρρησιν τοῦ νέου ἄνακτος. Πλήρης τάξις ἐπικρατεῖ. <box>706 815 913 974</box>
article-columns <box>36 456 1360 2211</box>
article-paragraph: Ἀγγέλλεται ἐκ Κωνσταντινουπόλεως ὅτι ὑπὸ τοῦ πρίγκηπος Σαμπαχεδδὶν συνελήφθησαν χθὲς. Τὸ πολεμικὸν δικαστήριον λειτουργεῖ ἤδη. Μερικοὶ στασιασταὶ καὶ γνωστοὶ κατάσκοποι ἐτουφεκίσθησαν χθὲς. Οἱ στρατιῶται τῆς φρουρᾶς Κωνσταντινουπόλεως ἐνοχοποιοῦνται ἢ ἐξ αὐτῶν ἔγκλειστοι κατηγορηθέντες ἀπλῶς εἰς ἄλλα στρατιωτικὰ σώματα καὶ ἄλλα εἰς φυλακάς. <box>263 949 470 1137</box>
section-headline: ΤΑ ΝΕΑ ΠΥΡΟΒΟΛΑ <box>948 706 1113 726</box>
article-paragraph: Καὶ ὁ Ἰταλικὸς στόλος κατέχῃ ... <box>719 2189 903 2203</box>
article-paragraph: τοῦ τηλεγραφικῶς διέταξε νὰ μεταφερθῶσιν ἐνταῦθα ὅλοι οἱ συλληφθέντες ἀντιδραστικοὶ τῆς Κωνσταντινουπόλεως ἀνερχόμενοι εἰς 600. <box>706 456 913 527</box>
article-signature: ΣΧΕΔΙΟΡΟΣ <box>843 723 913 737</box>
subheading: Η ΕΙΚΩΝ ΤΟΥ ΔΙΑΔΟΧΟΥ <box>78 1000 213 1012</box>
article-paragraph: Τὸ ἀπόγευμα τῆς χθὲς (Δευτέρας) ἤρχισεν ἡ ἐκ τοῦ Γιλδὶς μετακόμισις τῶν ὅπλων καὶ τῶν πολεμοφοδίων. Κατόπιν ἐγένετο ἡ ἀφοπλισις τοῦ προσωπικοῦ. <box>42 1456 249 1528</box>
section-divider <box>936 1313 1124 1314</box>
article-paragraph: Ὁ Ὀσμὰν γεννηθεὶς τῷ 1259 καὶ ἀποθανὼν τὸ 1326 υἱὸς τοῦ Ἐρτογροὺλ ἔλαβε τὸν τίτλον τοῦ Ἐμίρου (πρίγκηπος) ὑπὸ τοῦ Ἀλαεδὶν τελευταίου Σουλτάνου τοῦ Ἰκονίου τῷ 1288. Μετὰ τὴν πτῶσιν τῆς Αὐτοκρατορίας τοῦ Σελδζουκίδου, ἔλαβε τὸν τίτλον τοῦ ἀνεξαρτήτου Ἄνακτος τῷ 1299. <box>484 515 691 645</box>
article-paragraph: ΚΩΝ/ΠΟΛΙΣ, 14 Ἀπριλίου. (Ἰδιαίτερον τηλεγράφημα «Σκρίπ».)—Ἡ Ἐθνοσυνέλευσις ἐν μυστικῇ συνεδριάσει ἀνηγόρευσε τὸν Ρεσάτ Σουλτᾶνον. Ἡ πόλις σημαιοστολίσθη. <box>263 1617 470 1704</box>
article-paragraph: Ὡς ἐπληροφορήθημεν ὅμως κατὰ τὴν σύνταξιν τῶν νομοσχεδίων αὐτῶν ἐλήφθη ὑπὸ ὄψιν ὅτι ὅσα ὑπὸ τοῦ Ἐπιτελείου ἢ ἔκθεσις τῆς κοινοβουλευτικῆς ἐπιτροπῆς. Ἐπομένως ἡ συζήτησις ἐν τῇ Βουλῇ τῶν ἐν λόγῳ νομοσχεδίων προμηνύεται ζωηροτάτη, ἀπίθανος δὲ θεωρεῖται ἡ ψήφισις αὐτῶν. <box>927 993 1134 1124</box>
article-paragraph: Τὰ γεγονότα ἐν Κωνσταντινουπόλει ἐκτυλίσσονται μετὰ καταπληκτικῆς ταχύτητος, δίκην κινηματογράφου. Οἱ Νεότουρκοι στρατιῶται ἐνήργησαν μετ' εὐστοχίας καὶ γοργότητος ἀξίας τῶν ἐνδοξοτέρων στρατιῶν τοῦ κόσμου. Ἑκάστη στιγμὴ καὶ ἕκαστον αὐτῶν βῆμα ἐσημείωσαν καὶ ἓν γεγονὸς καλῶς προμελετημένον. Τὰ 2ον καὶ 3ον σῶμα μετὰ τὸ ἀντισυνταγματικὸν κίνημα ἐνήργησαν μετ' ἀπαραμίλλου ὄντως συνοχῆς σταθερότητος καὶ ταχύτητος. Οὕτως ἐντὸς ὀλίγων μόνον ἡμερῶν κατώρθωσαν οὐχὶ μόνον ν' ἀναστήσωσι τὸ Σύνταγμα ἀλλὰ καὶ τὸν Σουλτᾶνον Χαμὶτ ἐκπέσωσι καὶ ἐκθρονίσωσι καὶ σχεδὸν ἀναιμάκτως νὰ ἀναβιβάσωσιν εἰς τὸν θρόνον τὸν Ρεσάτ, ἐμπνέοντες οὕτω στερεὰ τὰ θεμέλια τοῦ Συνταγματικοῦ πολιτεύματος ἐν Τουρκίᾳ, καθ' ὅσον ἐπιτρέπεται ἐκ τῶν συντελεσθέντων νὰ ὑποθέσῃ τις. Τὰ τηλεγραφήματα τὰ ἀναγγέλλοντα τὰ μεγάλα γεγονότα τῆς χθὲς ἔχουσιν ὡς ἑξῆς: <box>42 456 249 874</box>
article-paragraph: Τὴν νύκτα μόνον συνεχίζονται ἐδὼ πολιτικὰ παραγράφονται αἱ πολιτοφυλακαὶ. Τὸ Κομιτᾶτον... <box>484 2107 691 2149</box>
article-paragraph: Κατὰ τὸ γεῦμα γεῦμα εἰς τὸ Ἀχίλλειον ὁ Βασιλεὺς ἀνεχώρησε εἰς τὰ Δ. Ἀνάκτορα ὅτι ἡ Βασίλεισσ τῆς Ἀγγλίας καὶ ὁ Αὐτοκράτωρ τῆς Ρωσίας κατὰ τὸ Ἀχίλλειον ἐκεῖ δὲ ἐκεῖ. Περὶ τῆς ἡμέρας τῆς ὑποδοχῆς οὐδὲν ἀκόμη καὶ ἐκ τῆς ὑποδοχῆς τῆς Βασιλίσσης τῆς Ἀγγλίας ἐνταῦθα καὶ ἐκεῖθεν δὲ θὰ ἐπανέλθῃ εἰς Ἀχίλλειον. Ὁ Βασιλεὺς θὰ ἀναχωρήσῃ ἐντεῦθεν πρὸς συνάντησιν τῶν Ἰπποτῶν κατὰ τὴν ἑσπέραν. <box>1148 1220 1355 1408</box>
subheading: Γερμανικὸς στόλος <box>757 2053 861 2066</box>
article-paragraph: ΘΕΣΣΑΛΟΝΙΚΗ, 14 Ἀπριλίου. (Ἰδιαίτερον τηλεγράφημα «Σκρίπ».)—Ἐξ Ἀθηνῶν παρὰ τῆς ἀρμοδίας καὶ συγκροτούμενης ἐκ Κωνσταντινουπόλεως ὅτι ὁ Σεχουλισλὰμ ἐξέδωκε φετφᾶν διὰ τοῦ ὁποίου καταδικάζει τὸν Σουλτᾶνον Χαμὶτ εἰς θάνατον. <box>263 1468 470 1584</box>
article-paragraph: Ἡ καταληψις τοῦ Γιλδὶς ὑπὸ τεσσάρων ἐκλεκτῶν ταγμάτων ἀποτελουμένων ἐκ 3,000 περίπου ἀνδρῶν ἐκ τῶν Μακεδονικῶν στρατευμάτων ἔληξε. <box>42 1364 249 1436</box>
article-paragraph: Καθὰ ἀγγέλλεται ἐκ Παρισίων πρὸς τὸ Ἀθηναϊκὸν Πρακτορεῖον τηλεγραφοῦσιν ἐκ Βιλαφράγκας ὅτι ὁ δοὺξ τῆς Γενούης ἐκ φράσεως τῆς βουλῆς τὰς γαλλικὰς συγχαρητήρια πρὸς τὸ Γαλλικὸν ναυτικὸν διὰ τὴν ἐπίδειχθεῖσαν ἀρωγήν, ἣν τοῦτο παρέσχεν εἰς τοὺς σεισμοπαθεῖς τῆς Σικελίας. <box>927 1177 1134 1306</box>
article-paragraph: Τῆς μοίρας ταύτης ἡγεῖται ὁ ἀντιναύαρχος Πιβέτ, ὅστις φέρει τὴν σημαίαν του ἐπὶ τοῦ θωρηκτοῦ Ἰούλιος Φερρύ. <box>706 1991 913 2049</box>
